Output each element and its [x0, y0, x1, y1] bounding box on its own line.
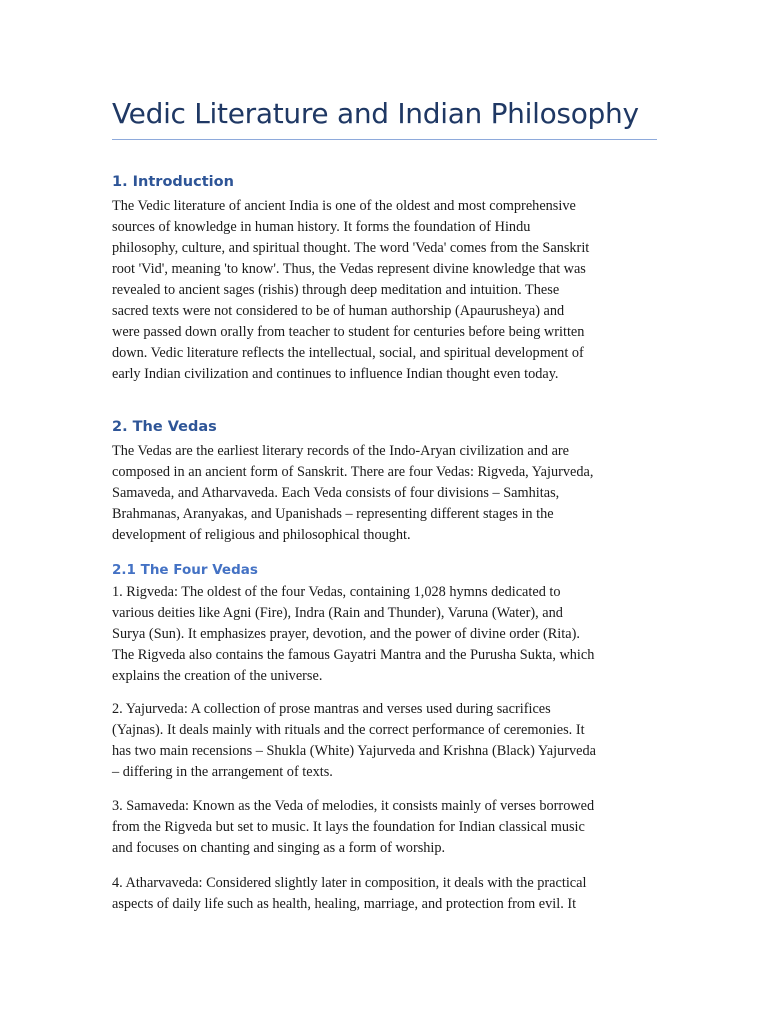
text-line: The Rigveda also contains the famous Gayatri Mantra and the Purusha Sukta, which [112, 647, 595, 663]
text-line: – differing in the arrangement of texts. [112, 764, 333, 780]
paragraph-the-vedas [112, 441, 657, 546]
text-line: has two main recensions – Shukla (White) Yajurveda and Krishna (Black) Yajurveda [112, 743, 596, 759]
document-title: Vedic Literature and Indian Philosophy [112, 97, 639, 130]
paragraph-samaveda [112, 796, 657, 859]
text-line: revealed to ancient sages (rishis) through deep meditation and intuition. These [112, 282, 560, 298]
text-line: philosophy, culture, and spiritual thought. The word 'Veda' comes from the Sanskrit [112, 240, 590, 256]
text-line: aspects of daily life such as health, healing, marriage, and protection from evil. It [112, 896, 577, 912]
text-line: down. Vedic literature reflects the intellectual, social, and spiritual development of [112, 345, 584, 361]
text-line: sacred texts were not considered to be of human authorship (Apaurusheya) and [112, 303, 565, 319]
text-line: and focuses on chanting and singing as a form of worship. [112, 840, 446, 856]
text-line: sources of knowledge in human history. It forms the foundation of Hindu [112, 219, 531, 235]
text-line: Brahmanas, Aranyakas, and Upanishads – representing different stages in the [112, 506, 554, 522]
text-line: explains the creation of the universe. [112, 668, 323, 684]
text-line: (Yajnas). It deals mainly with rituals and the correct performance of ceremonies. It [112, 722, 585, 738]
text-line: root 'Vid', meaning 'to know'. Thus, the Vedas represent divine knowledge that was [112, 261, 586, 277]
text-line: The Vedas are the earliest literary records of the Indo-Aryan civilization and are [112, 443, 570, 459]
heading-four-vedas: 2.1 The Four Vedas [112, 562, 258, 578]
text-line: early Indian civilization and continues to influence Indian thought even today. [112, 366, 559, 382]
text-line: 3. Samaveda: Known as the Veda of melodies, it consists mainly of verses borrowed [112, 798, 595, 814]
paragraph-yajurveda [112, 699, 657, 783]
text-line: various deities like Agni (Fire), Indra (Rain and Thunder), Varuna (Water), and [112, 605, 563, 621]
text-line: were passed down orally from teacher to student for centuries before being written [112, 324, 585, 340]
heading-introduction: 1. Introduction [112, 174, 234, 190]
text-line: 2. Yajurveda: A collection of prose mantras and verses used during sacrifices [112, 701, 551, 717]
paragraph-introduction [112, 196, 657, 385]
text-line: Surya (Sun). It emphasizes prayer, devotion, and the power of divine order (Rita). [112, 626, 580, 642]
paragraph-atharvaveda [112, 873, 657, 915]
text-line: 4. Atharvaveda: Considered slightly later in composition, it deals with the practical [112, 875, 587, 891]
text-line: from the Rigveda but set to music. It lays the foundation for Indian classical music [112, 819, 585, 835]
text-line: The Vedic literature of ancient India is one of the oldest and most comprehensive [112, 198, 576, 214]
paragraph-rigveda [112, 582, 657, 687]
heading-the-vedas: 2. The Vedas [112, 419, 217, 435]
text-line: composed in an ancient form of Sanskrit. There are four Vedas: Rigveda, Yajurveda, [112, 464, 594, 480]
text-line: Samaveda, and Atharvaveda. Each Veda consists of four divisions – Samhitas, [112, 485, 560, 501]
title-divider [112, 139, 657, 140]
text-line: 1. Rigveda: The oldest of the four Vedas, containing 1,028 hymns dedicated to [112, 584, 561, 600]
text-line: development of religious and philosophical thought. [112, 527, 411, 543]
